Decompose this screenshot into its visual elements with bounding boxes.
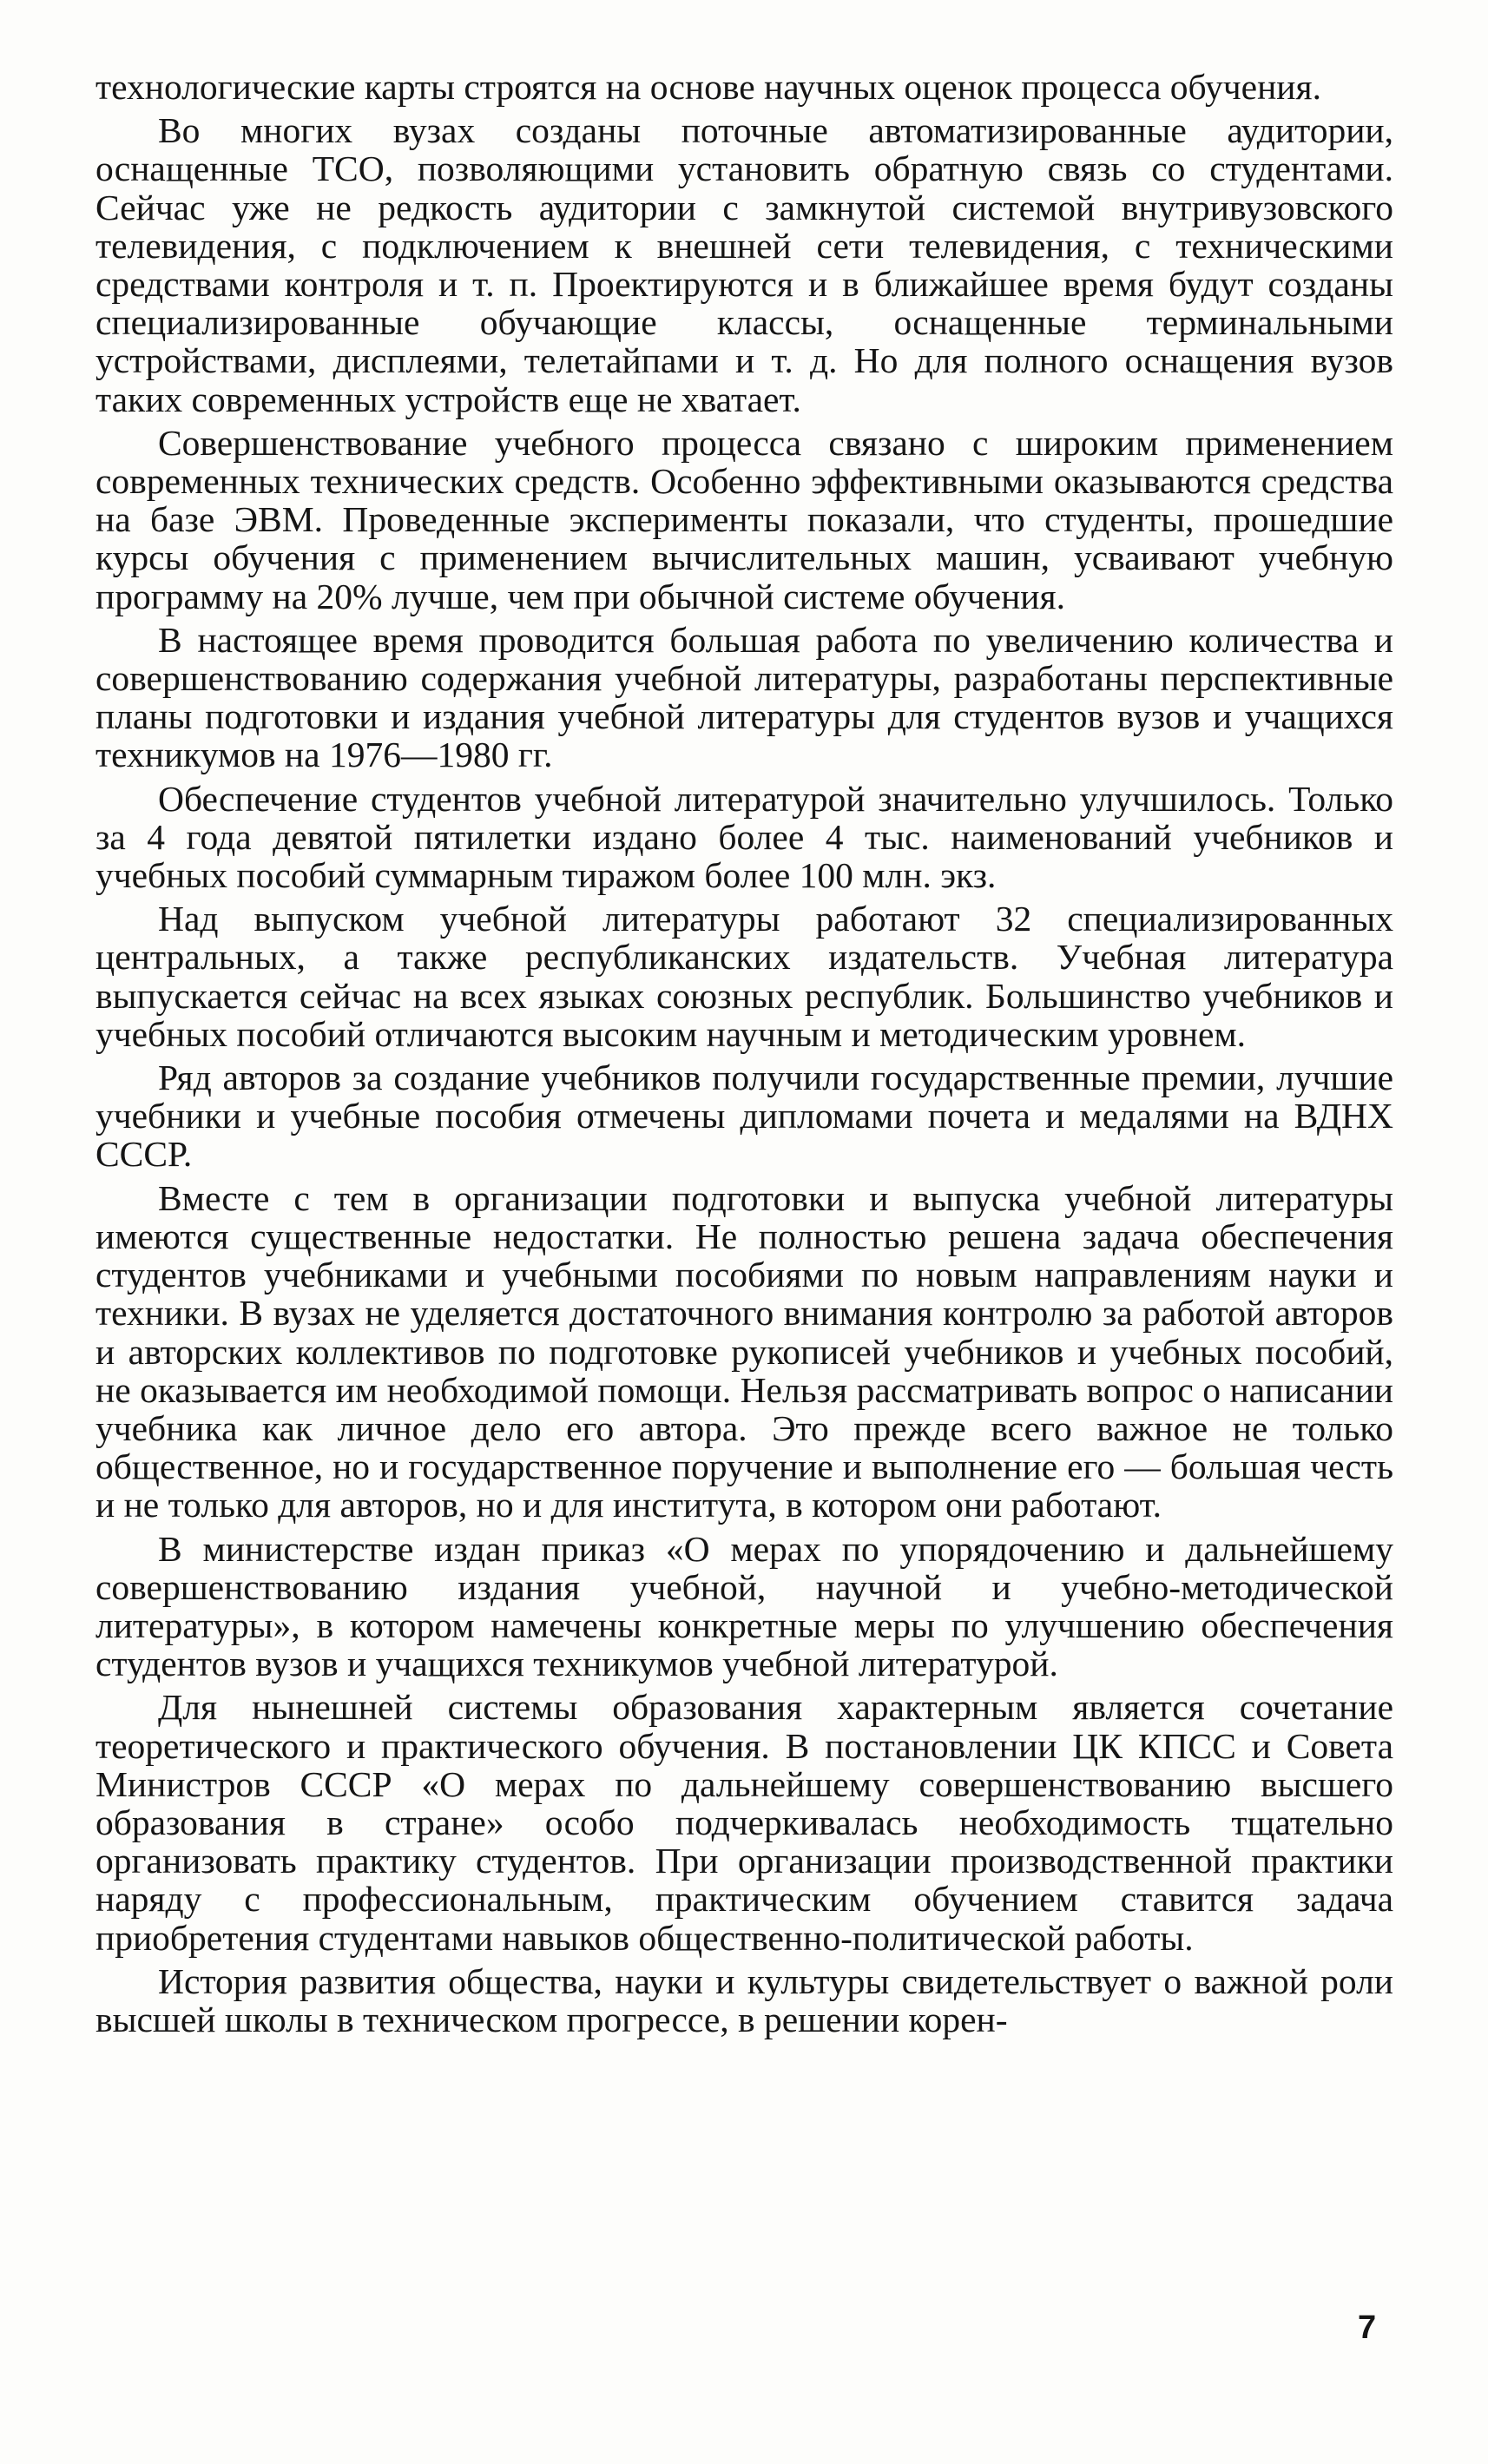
paragraph-literature-work: В настоящее время проводится большая работа по увеличению количества и совершенствованию содержания учебной литературы, разработаны перспективные планы подготовки и издания учебной литературы для студентов вузов и учащихся техникумов на 1976—1980 гг. — [95, 619, 1393, 775]
paragraph-awards: Ряд авторов за создание учебников получили государственные премии, лучшие учебники и учебные пособия отмечены дипломами почета и медалями на ВДНХ СССР. — [95, 1057, 1393, 1175]
paragraph-continuation: технологические карты строятся на основе научных оценок процесса обучения. — [95, 67, 1321, 107]
paragraph-shortcomings: Вместе с тем в организации подготовки и выпуска учебной литературы имеются существенные недостатки. Не полностью решена задача обеспечения студентов учебниками и учебными пособиями по новым направлениям науки и техники. В вузах не уделяется достаточного внимания контролю за работой авторов и авторских коллективов по подготовке рукописей учебников и учебных пособий, не оказывается им необходимой помощи. Нельзя рассматривать вопрос о написании учебника как личное дело его автора. Это прежде всего важное не только общественное, но и государственное поручение и выполнение его — большая честь и не только для авторов, но и для института, в котором они работают. — [95, 1177, 1393, 1525]
paragraph-auditoriums: Во многих вузах созданы поточные автоматизированные аудитории, оснащенные ТСО, позволяющими установить обратную связь со студентами. Сейчас уже не редкость аудитории с замкнутой системой внутривузовского телевидения, с подключением к внешней сети телевидения, с техническими средствами контроля и т. п. Проектируются и в ближайшее время будут созданы специализированные обучающие классы, оснащенные терминальными устройствами, дисплеями, телетайпами и т. д. Но для полного оснащения вузов таких современных устройств еще не хватает. — [95, 110, 1393, 419]
paragraph-technical-means: Совершенствование учебного процесса связано с широким применением современных технических средств. Особенно эффективными оказываются средства на базе ЭВМ. Проведенные эксперименты показали, что студенты, прошедшие курсы обучения с применением вычислительных машин, усваивают учебную программу на 20% лучше, чем при обычной системе обучения. — [95, 422, 1393, 616]
paragraph-practice: Для нынешней системы образования характерным является сочетание теоретического и практического обучения. В постановлении ЦК КПСС и Совета Министров СССР «О мерах по дальнейшему совершенствованию высшего образования в стране» особо подчеркивалась необходимость тщательно организовать практику студентов. При организации производственной практики наряду с профессиональным, практическим обучением ставится задача приобретения студентами навыков общественно-политической работы. — [95, 1687, 1393, 1958]
paragraph-publishers: Над выпуском учебной литературы работают 32 специализированных центральных, а также республиканских издательств. Учебная литература выпускается сейчас на всех языках союзных республик. Большинство учебников и учебных пособий отличаются высоким научным и методическим уровнем. — [95, 899, 1393, 1054]
paragraph-history: История развития общества, науки и культуры свидетельствует о важной роли высшей школы в техническом прогрессе, в решении корен- — [95, 1960, 1393, 2039]
paragraph-ministry-order: В министерстве издан приказ «О мерах по упорядочению и дальнейшему совершенствованию издания учебной, научной и учебно-методической литературы», в котором намечены конкретные меры по улучшению обеспечения студентов вузов и учащихся техникумов учебной литературой. — [95, 1528, 1393, 1684]
paragraph-literature-supply: Обеспечение студентов учебной литературой значительно улучшилось. Только за 4 года девятой пятилетки издано более 4 тыс. наименований учебников и учебных пособий суммарным тиражом более 100 млн. экз. — [95, 778, 1393, 896]
body-text — [95, 68, 1393, 2044]
page-number: 7 — [1358, 2309, 1377, 2346]
